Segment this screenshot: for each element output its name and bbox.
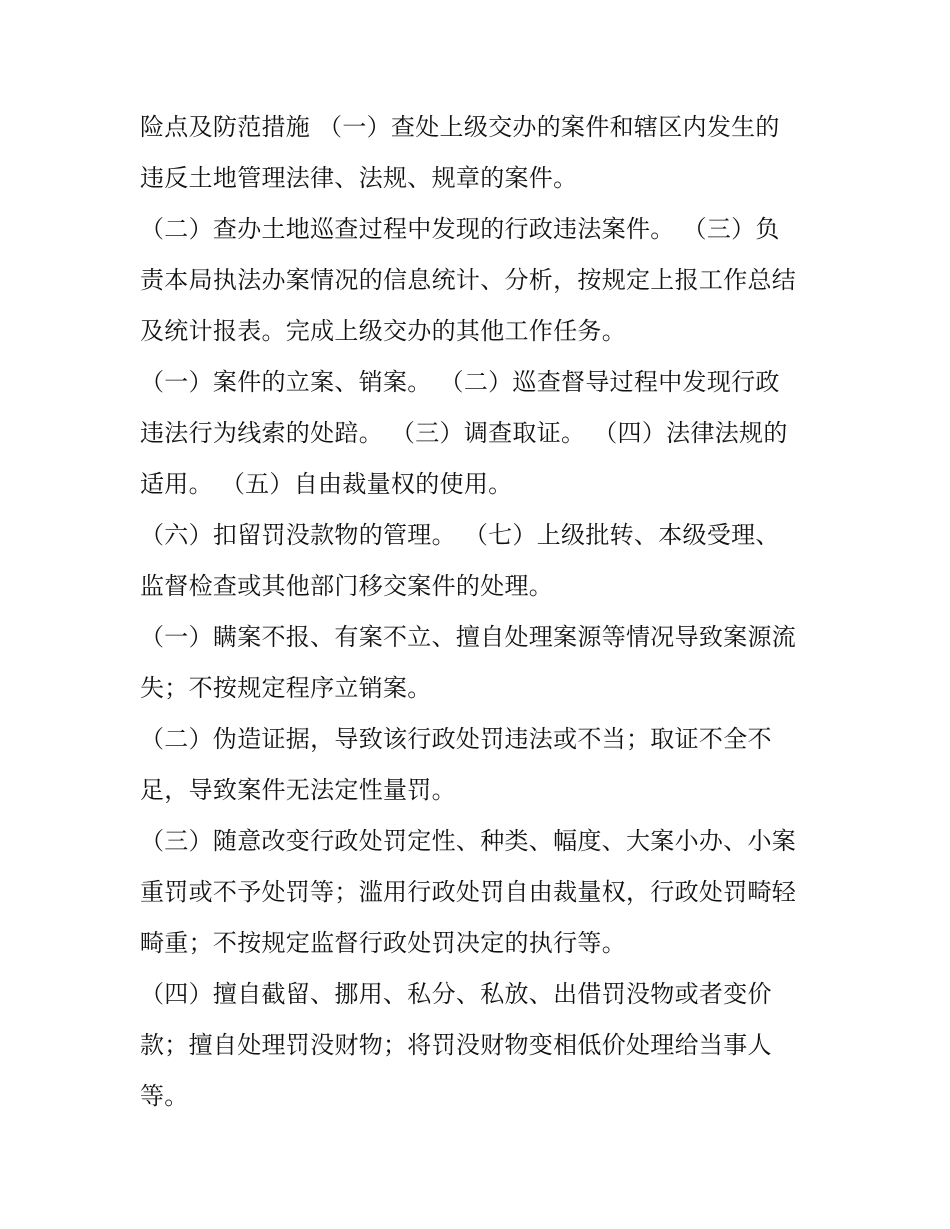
- text-line: 责本局执法办案情况的信息统计、分析，按规定上报工作总结: [140, 266, 797, 294]
- text-line: 监督检查或其他部门移交案件的处理。: [140, 572, 554, 600]
- text-line: （二）伪造证据，导致该行政处罚违法或不当；取证不全不: [140, 725, 772, 753]
- text-line: 畸重；不按规定监督行政处罚决定的执行等。: [140, 929, 626, 957]
- text-line: （三）随意改变行政处罚定性、种类、幅度、大案小办、小案: [140, 827, 797, 855]
- text-line: 险点及防范措施 （一）查处上级交办的案件和辖区内发生的: [140, 113, 780, 141]
- text-line: 款；擅自处理罚没财物；将罚没财物变相低价处理给当事人: [140, 1031, 772, 1059]
- text-line: 等。: [140, 1082, 189, 1110]
- text-line: 违法行为线索的处踣。 （三）调查取证。 （四）法律法规的: [140, 419, 788, 447]
- text-line: 足，导致案件无法定性量罚。: [140, 776, 456, 804]
- text-line: 及统计报表。完成上级交办的其他工作任务。: [140, 317, 626, 345]
- text-line: （六）扣留罚没款物的管理。 （七）上级批转、本级受理、: [140, 521, 780, 549]
- text-line: （四）擅自截留、挪用、私分、私放、出借罚没物或者变价: [140, 980, 772, 1008]
- text-line: （一）瞒案不报、有案不立、擅自处理案源等情况导致案源流: [140, 623, 797, 651]
- document-body: [140, 102, 820, 1122]
- text-line: 适用。 （五）自由裁量权的使用。: [140, 470, 513, 498]
- text-line: 失；不按规定程序立销案。: [140, 674, 432, 702]
- text-line: 违反土地管理法律、法规、规章的案件。: [140, 164, 578, 192]
- text-line: （一）案件的立案、销案。 （二）巡查督导过程中发现行政: [140, 368, 780, 396]
- text-line: 重罚或不予处罚等；滥用行政处罚自由裁量权，行政处罚畸轻: [140, 878, 797, 906]
- text-line: （二）查办土地巡查过程中发现的行政违法案件。 （三）负: [140, 215, 780, 243]
